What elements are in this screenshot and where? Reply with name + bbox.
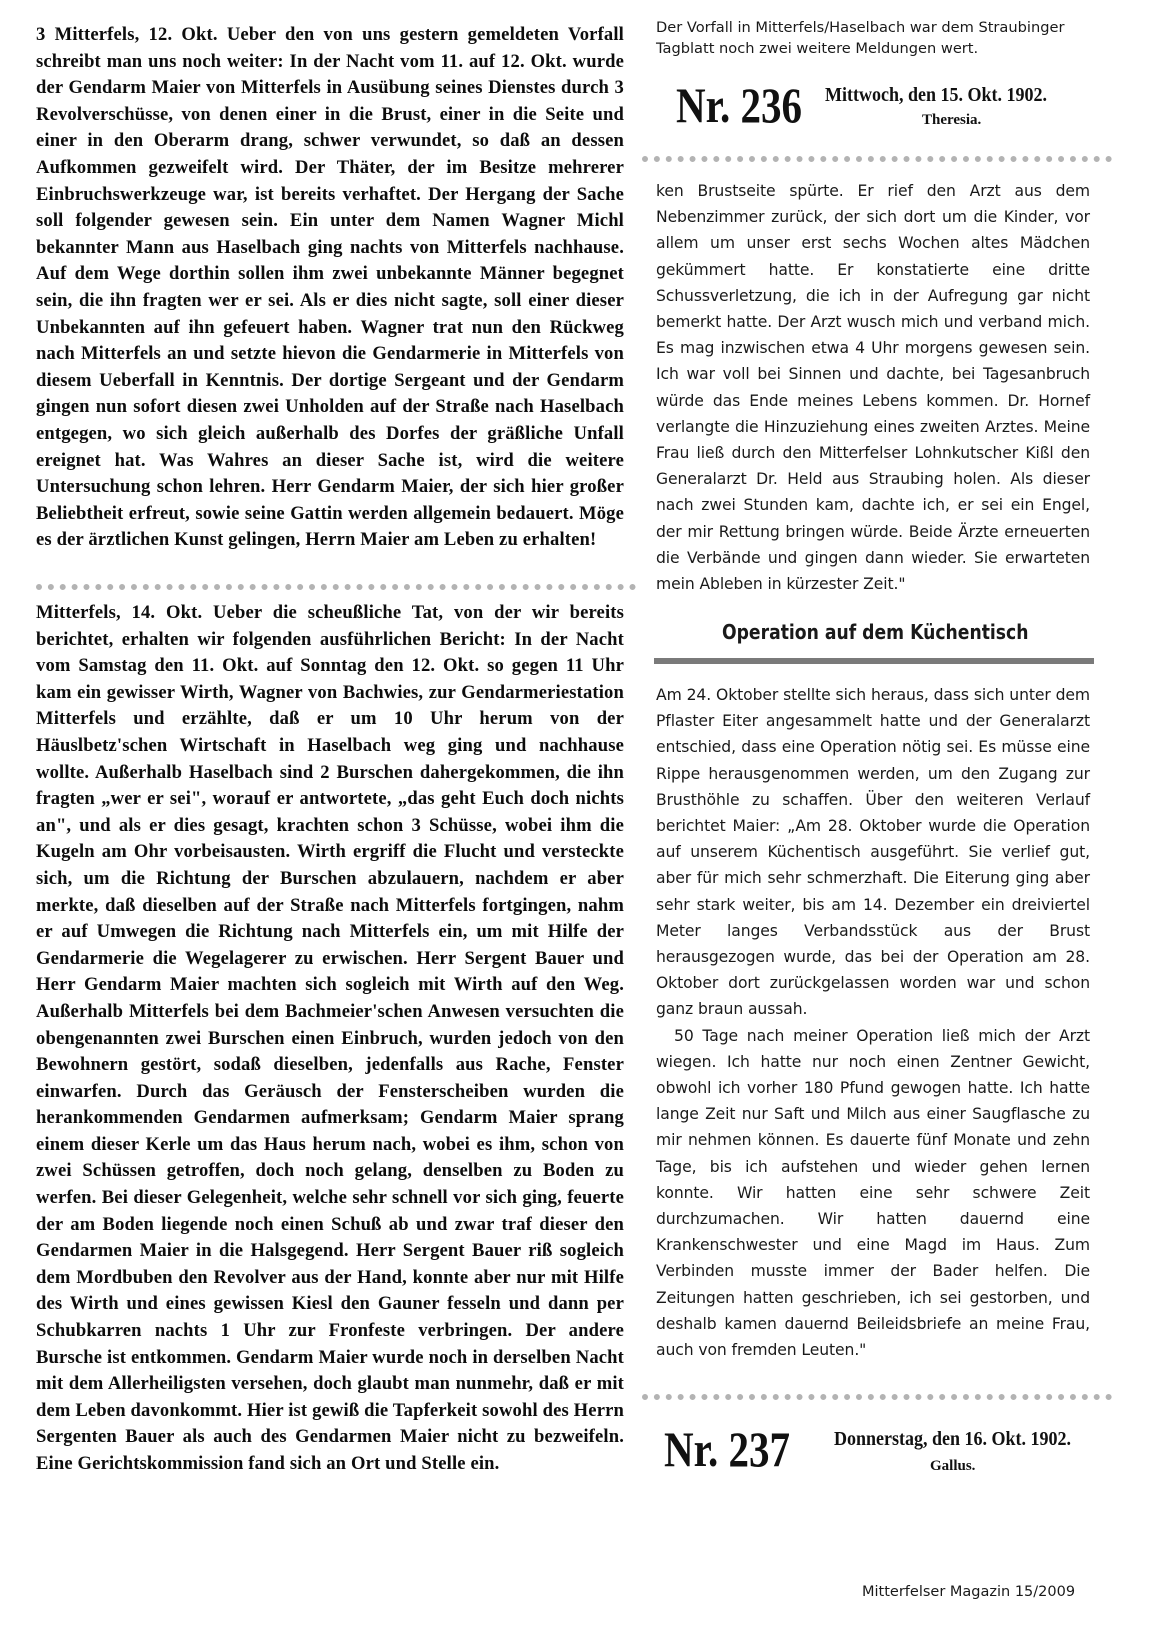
issue-date-237: Donnerstag, den 16. Okt. 1902. bbox=[834, 1428, 1072, 1450]
saint-day-237: Gallus. bbox=[930, 1458, 976, 1474]
section-title: Operation auf dem Küchentisch bbox=[722, 620, 1029, 644]
dotted-divider-right-bottom bbox=[642, 1394, 1112, 1400]
operation-article bbox=[656, 682, 1090, 1363]
section-rule bbox=[654, 658, 1094, 664]
newspaper-clipping-1 bbox=[36, 22, 624, 582]
article-continuation bbox=[656, 178, 1090, 597]
dotted-divider-right-top bbox=[642, 156, 1112, 162]
clipping-1-text: 3 Mitterfels, 12. Okt. Ueber den von uns gestern gemeldeten Vorfall schreibt man uns noch weiter: In der Nacht vom 11. auf 12. Okt. wurde der Gendarm Maier von Mitterfels in Ausübung seines Dienstes durch 3 Revolverschüsse, von denen einer in die Brust, einer in die Seite und einer in den Oberarm drang, schwer verwundet, so daß an dessen Aufkommen gezweifelt wird. Der Thäter, der im Besitze mehrerer Einbruchswerkzeuge war, ist bereits verhaftet. Der Hergang der Sache soll folgender gewesen sein. Ein unter dem Namen Wagner Michl bekannter Mann aus Haselbach ging nachts von Mitterfels nachhause. Auf dem Wege dorthin sollen ihm zwei unbekannte Männer begegnet sein, die ihn fragten wer er sei. Als er dies nicht sagte, soll einer dieser Unbekannten auf ihn gefeuert haben. Wagner trat nun den Rückweg nach Mitterfels an und setzte hievon die Gendarmerie in Mitterfels von diesem Ueberfall in Kenntnis. Der dortige Sergeant und der Gendarm gingen nun sofort diesen zwei Unholden auf der Straße nach Haselbach entgegen, wo sich gleich außerhalb des Dorfes der gräßliche Unfall ereignet hat. Was Wahres an dieser Sache ist, wird die weitere Untersuchung schon lehren. Herr Gendarm Maier, der sich hier großer Beliebtheit erfreut, sowie seine Gattin werden allgemein bedauert. Möge es der ärztlichen Kunst gelingen, Herrn Maier am Leben zu erhalten! bbox=[36, 24, 624, 551]
intro-caption bbox=[656, 17, 1086, 59]
operation-paragraph-2: 50 Tage nach meiner Operation ließ mich der Arzt wiegen. Ich hatte nur noch einen Zentner Gewicht, obwohl ich vorher 180 Pfund gewogen hatte. Ich hatte lange Zeit nur Saft und Milch aus einer Saugflasche zu mir nehmen können. Es dauerte fünf Monate und zehn Tage, bis ich aufstehen und wieder gehen lernen konnte. Wir hatten eine sehr schwere Zeit durchzumachen. Wir hatten dauernd eine Krankenschwester und eine Magd im Haus. Zum Verbinden musste immer der Bader helfen. Die Zeitungen hatten geschrieben, ich sei gestorben, und deshalb kamen dauernd Beileidsbriefe an meine Frau, auch von fremden Leuten." bbox=[656, 1026, 1090, 1360]
operation-paragraph-1: Am 24. Oktober stellte sich heraus, dass sich unter dem Pflaster Eiter angesammelt hatte und der Generalarzt entschied, dass eine Operation nötig sei. Es müsse eine Rippe herausgenommen werden, um den Zugang zur Brusthöhle zu schaffen. Über den weiteren Verlauf berichtet Maier: „Am 28. Oktober wurde die Operation auf unserem Küchentisch ausgeführt. Sie verlief gut, aber für mich sehr schmerzhaft. Die Eiterung ging aber sehr stark weiter, bis am 14. Dezember ein dreiviertel Meter langes Verbandsstück aus der Brust herausgezogen wurde, das bei der Operation am 28. Oktober dort zurückgelassen worden war und schon ganz braun aussah. bbox=[656, 686, 1090, 1019]
issue-date-236: Mittwoch, den 15. Okt. 1902. bbox=[825, 84, 1048, 106]
page-footer: Mitterfelser Magazin 15/2009 bbox=[862, 1584, 1076, 1600]
newspaper-clipping-2 bbox=[36, 600, 624, 1500]
issue-number-237: Nr. 237 bbox=[664, 1421, 791, 1477]
dotted-divider-left bbox=[36, 584, 636, 590]
clipping-2-text: Mitterfels, 14. Okt. Ueber die scheußliche Tat, von der wir bereits berichtet, erhalten wir folgenden ausführlichen Bericht: In der Nacht vom Samstag den 11. Okt. auf Sonntag den 12. Okt. so gegen 11 Uhr kam ein gewisser Wirth, Wagner von Bachwies, zur Gendarmeriestation Mitterfels und erzählte, daß er um 10 Uhr herum von der Häuslbetz'schen Wirtschaft in Haselbach weg ging und nachhause wollte. Außerhalb Haselbach sind 2 Burschen dahergekommen, die ihn fragten „wer er sei", worauf er antwortete, „das geht Euch doch nichts an", und als er dies gesagt, krachten schon 3 Schüsse, wobei ihm die Kugeln am Ohr vorbeisausten. Wirth ergriff die Flucht und versteckte sich, um die Richtung der Burschen abzulauern, nachdem er aber merkte, daß dieselben auf der Straße nach Mitterfels fortgingen, nahm er auf Umwegen die Richtung nach Mitterfels ein, um mit Hilfe der Gendarmerie die Wegelagerer zu erwischen. Herr Sergent Bauer und Herr Gendarm Maier machten sich sogleich mit Wirth auf den Weg. Außerhalb Mitterfels bei dem Bachmeier'schen Anwesen versuchten die obengenannten zwei Burschen einen Einbruch, wurden jedoch von den Bewohnern gestört, sodaß dieselben, jedenfalls aus Rache, Fenster einwarfen. Durch das Geräusch der Fensterscheiben wurden die herankommenden Gendarmen aufmerksam; Gendarm Maier sprang einem dieser Kerle um das Haus herum nach, wobei es ihm, schon von zwei Schüssen getroffen, doch noch gelang, denselben zu Boden zu werfen. Bei dieser Gelegenheit, welche sehr schnell vor sich ging, feuerte der am Boden liegende noch einen Schuß ab und zwar traf dieser den Gendarmen Maier in die Halsgegend. Herr Sergent Bauer riß sogleich dem Mordbuben den Revolver aus der Hand, konnte aber nur mit Hilfe des Wirth und eines gewissen Kiesl den Gauner fesseln und dann per Schubkarren nachts 1 Uhr zur Fronfeste verbringen. Der andere Bursche ist entkommen. Gendarm Maier wurde noch in derselben Nacht mit dem Allerheiligsten versehen, doch glaubt man nunmehr, daß er mit dem Leben davonkommt. Hier ist gewiß die Tapferkeit sowohl des Herrn Sergenten Bauer als auch des Gendarmen Maier nicht zu bezweifeln. Eine Gerichtskommission fand sich an Ort und Stelle ein. bbox=[36, 602, 624, 1474]
masthead-236 bbox=[654, 76, 1104, 148]
intro-text: Der Vorfall in Mitterfels/Haselbach war dem Straubinger Tagblatt noch zwei weitere Meldungen wert. bbox=[656, 19, 1065, 57]
saint-day-236: Theresia. bbox=[922, 112, 982, 128]
masthead-237 bbox=[654, 1418, 1104, 1490]
continuation-text: ken Brustseite spürte. Er rief den Arzt aus dem Nebenzimmer zurück, der sich dort um die Kinder, vor allem um unser erst sechs Wochen altes Mädchen gekümmert hatte. Er konstatierte eine dritte Schussverletzung, die ich in der Aufregung gar nicht bemerkt hatte. Der Arzt wusch mich und verband mich. Es mag inzwischen etwa 4 Uhr morgens gewesen sein. Ich war voll bei Sinnen und dachte, bei Tagesanbruch würde das Ende meines Lebens kommen. Dr. Hornef verlangte die Hinzuziehung eines zweiten Arztes. Meine Frau ließ durch den Mitterfelser Lohnkutscher Kißl den Generalarzt Dr. Held aus Straubing holen. Als dieser nach zwei Stunden kam, dachte ich, er sei ein Engel, der mir Rettung bringen würde. Beide Ärzte erneuerten die Verbände und gingen dann wieder. Sie erwarteten mein Ableben in kürzester Zeit." bbox=[656, 182, 1090, 594]
issue-number-236: Nr. 236 bbox=[676, 77, 803, 133]
